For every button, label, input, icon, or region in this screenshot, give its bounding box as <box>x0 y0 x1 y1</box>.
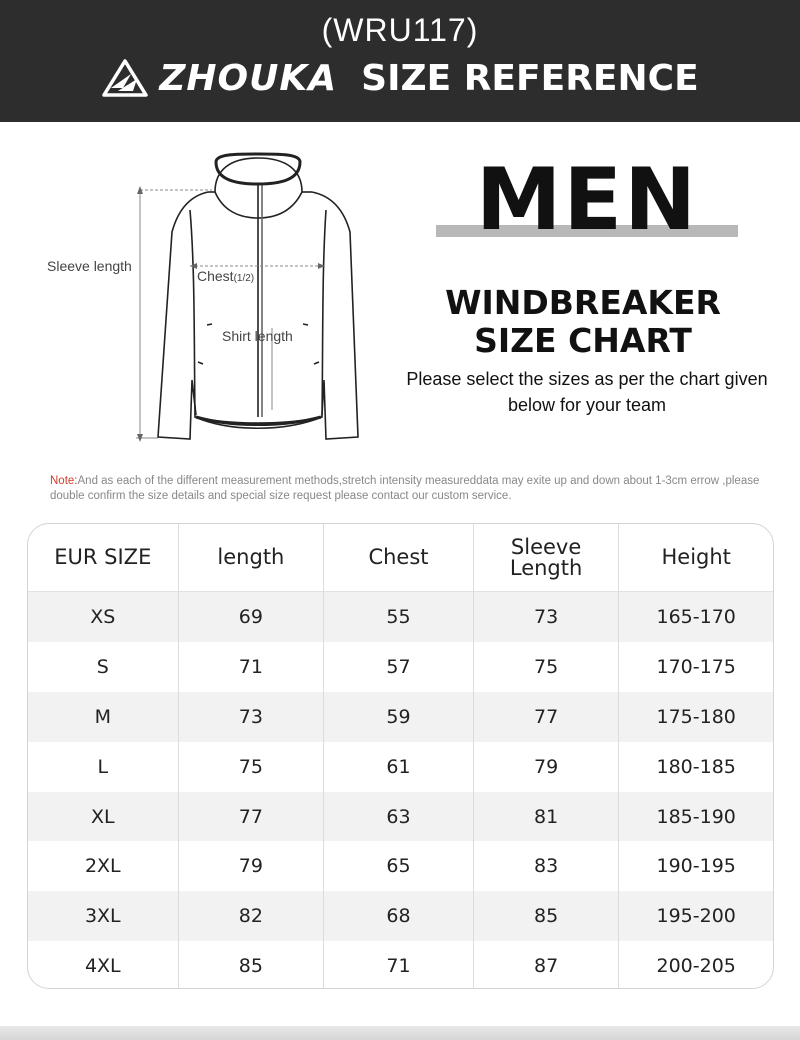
table-row <box>28 592 773 642</box>
header-length: length <box>179 524 325 591</box>
header-sleeve-length <box>474 524 620 591</box>
chart-title <box>400 284 766 360</box>
cell-chest: 55 <box>324 592 474 642</box>
table-row <box>28 642 773 692</box>
table-row <box>28 891 773 941</box>
cell-sleeve: 81 <box>474 792 620 842</box>
cell-length: 85 <box>179 941 325 989</box>
header-sleeve-line1: Sleeve <box>510 534 582 559</box>
cell-size: 4XL <box>28 941 179 989</box>
table-header <box>28 524 773 592</box>
cell-chest: 71 <box>324 941 474 989</box>
cell-chest: 65 <box>324 841 474 891</box>
bottom-divider <box>0 1026 800 1040</box>
cell-sleeve: 83 <box>474 841 620 891</box>
header-chest: Chest <box>324 524 474 591</box>
cell-length: 77 <box>179 792 325 842</box>
men-heading: MEN <box>475 150 699 250</box>
table-row <box>28 742 773 792</box>
cell-size: 3XL <box>28 891 179 941</box>
header-height: Height <box>661 545 731 569</box>
chart-subtitle-line1: Please select the sizes as per the chart given <box>406 369 768 389</box>
table-row <box>28 792 773 842</box>
chart-title-line1: WINDBREAKER <box>445 283 721 322</box>
cell-size: XS <box>28 592 179 642</box>
cell-sleeve: 79 <box>474 742 620 792</box>
cell-chest: 68 <box>324 891 474 941</box>
size-table <box>27 523 774 989</box>
note-label: Note: <box>50 475 78 487</box>
chart-subtitle-line2: below for your team <box>507 395 667 415</box>
shirt-length-label: Shirt length <box>222 328 293 344</box>
cell-sleeve: 87 <box>474 941 620 989</box>
cell-height: 165-170 <box>656 605 736 628</box>
table-row <box>28 692 773 742</box>
cell-height: 185-190 <box>656 805 736 828</box>
zhouka-logo-icon <box>101 58 149 98</box>
jacket-outline-illustration <box>40 140 380 460</box>
cell-height: 200-205 <box>656 955 736 978</box>
cell-chest: 63 <box>324 792 474 842</box>
chest-label-suffix: (1/2) <box>233 273 255 284</box>
cell-size: 2XL <box>28 841 179 891</box>
cell-sleeve: 75 <box>474 642 620 692</box>
cell-length: 71 <box>179 642 325 692</box>
cell-sleeve: 85 <box>474 891 620 941</box>
cell-height: 180-185 <box>656 755 736 778</box>
sleeve-length-label: Sleeve length <box>47 258 132 274</box>
header-banner <box>0 0 800 122</box>
cell-height: 170-175 <box>656 655 736 678</box>
cell-sleeve: 77 <box>474 692 620 742</box>
cell-length: 79 <box>179 841 325 891</box>
header-sleeve-line2: Length <box>509 555 583 580</box>
cell-size: XL <box>28 792 179 842</box>
note-text: And as each of the different measurement methods,stretch intensity measureddata may exite up and down about 1-3cm errow ,please double confirm the size details and special size request please contact our custom service. <box>50 475 760 502</box>
chart-title-line2: SIZE CHART <box>474 321 692 360</box>
chart-subtitle <box>400 366 774 418</box>
cell-length: 75 <box>179 742 325 792</box>
brand-row <box>0 56 800 100</box>
cell-sleeve: 73 <box>474 592 620 642</box>
header-eur-size: EUR SIZE <box>28 524 179 591</box>
brand-name: ZHOUKA <box>159 57 338 99</box>
cell-length: 82 <box>179 891 325 941</box>
cell-length: 73 <box>179 692 325 742</box>
table-row <box>28 841 773 891</box>
jacket-diagram <box>40 140 380 460</box>
model-code: (WRU117) <box>321 12 479 48</box>
page-title: SIZE REFERENCE <box>361 57 699 99</box>
cell-chest: 57 <box>324 642 474 692</box>
cell-height: 175-180 <box>656 705 736 728</box>
chest-label <box>197 268 254 284</box>
cell-height: 190-195 <box>656 855 736 878</box>
cell-size: M <box>28 692 179 742</box>
cell-chest: 59 <box>324 692 474 742</box>
cell-chest: 61 <box>324 742 474 792</box>
cell-size: L <box>28 742 179 792</box>
chest-label-text: Chest <box>197 268 234 284</box>
cell-length: 69 <box>179 592 325 642</box>
table-row <box>28 941 773 989</box>
measurement-note <box>50 474 760 504</box>
cell-height: 195-200 <box>656 905 736 928</box>
cell-size: S <box>28 642 179 692</box>
